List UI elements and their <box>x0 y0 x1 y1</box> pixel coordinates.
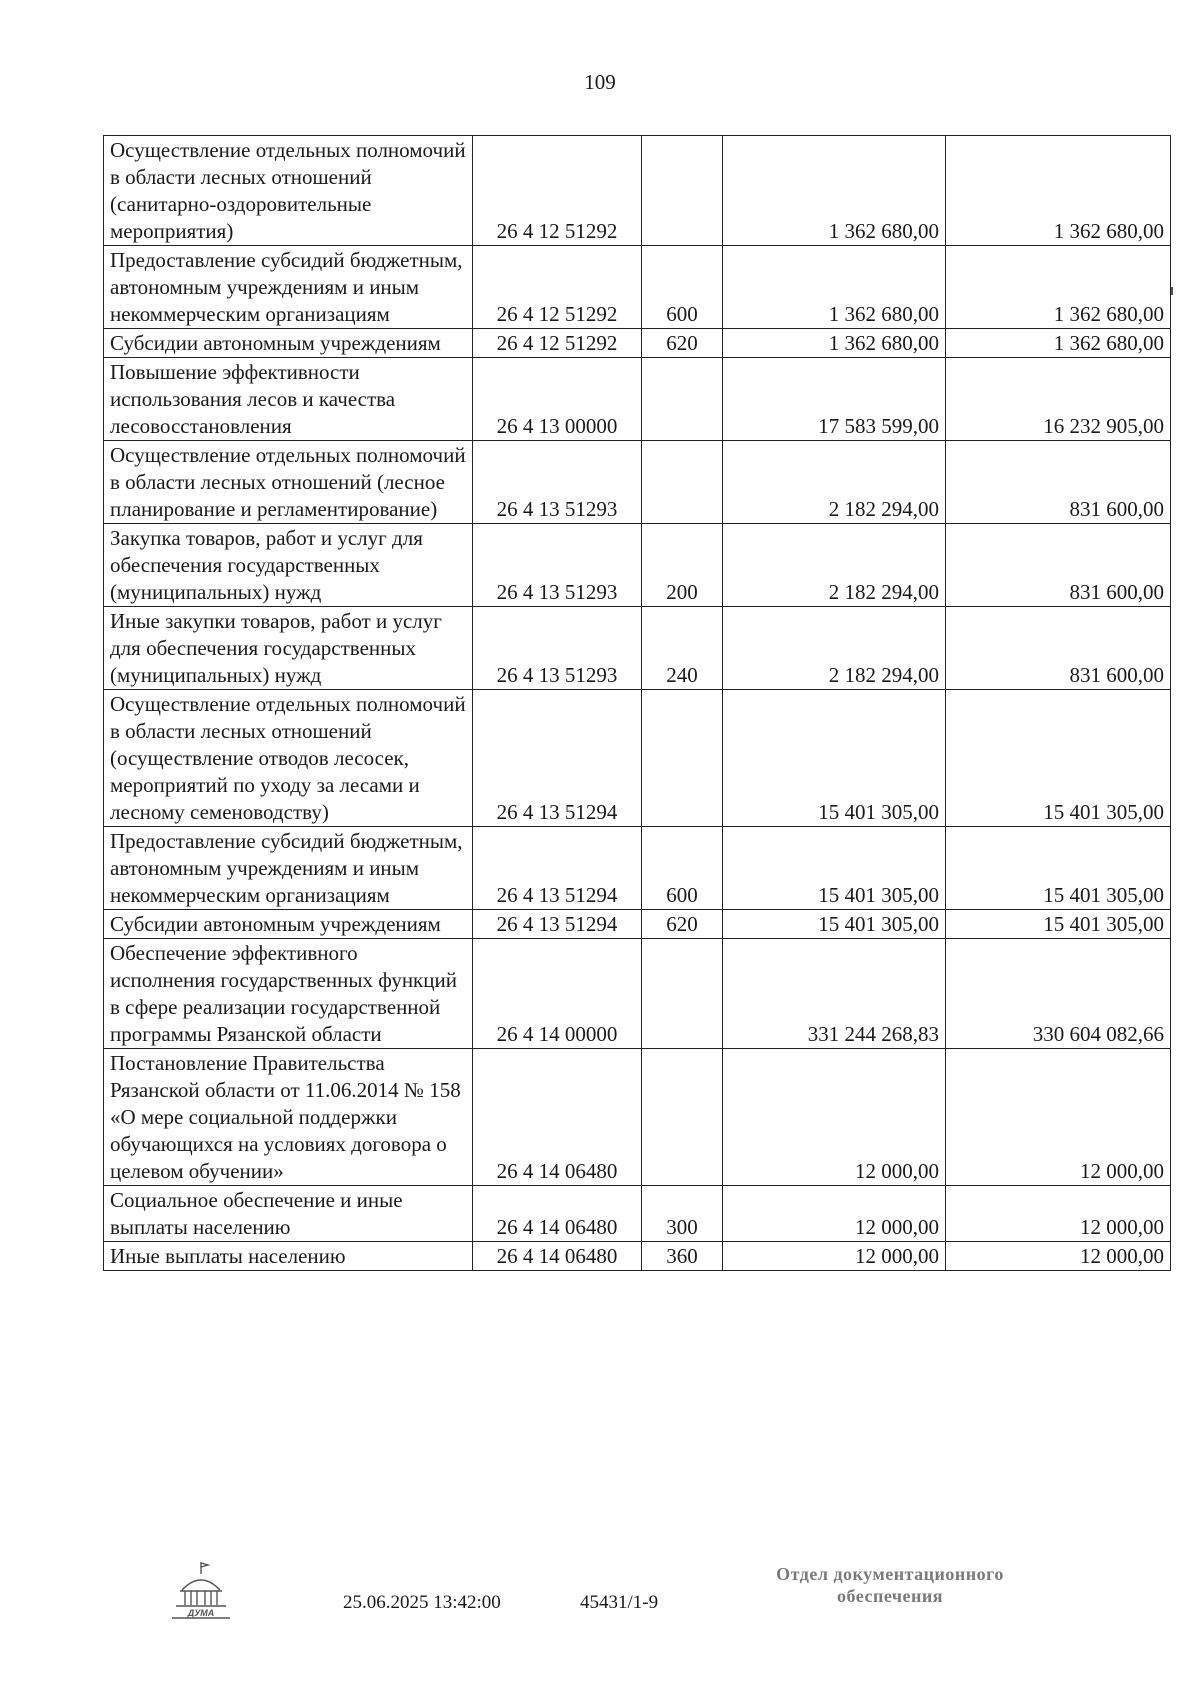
cell-expense-type: 600 <box>642 827 723 910</box>
cell-code: 26 4 14 06480 <box>473 1242 642 1271</box>
cell-value-2: 831 600,00 <box>946 441 1171 524</box>
cell-expense-type: 300 <box>642 1186 723 1242</box>
cell-code: 26 4 12 51292 <box>473 246 642 329</box>
cell-name: Социальное обеспечение и иные выплаты населению <box>104 1186 473 1242</box>
cell-name: Иные выплаты населению <box>104 1242 473 1271</box>
cell-name: Предоставление субсидий бюджетным, автономным учреждениям и иным некоммерческим организациям <box>104 246 473 329</box>
cell-value-2: 1 362 680,00 <box>946 136 1171 246</box>
cell-code: 26 4 12 51292 <box>473 136 642 246</box>
table-row <box>104 1186 1171 1242</box>
budget-table <box>103 135 1171 1271</box>
cell-expense-type: 620 <box>642 910 723 939</box>
cell-code: 26 4 14 06480 <box>473 1049 642 1186</box>
cell-code: 26 4 14 06480 <box>473 1186 642 1242</box>
cell-name: Осуществление отдельных полномочий в области лесных отношений (санитарно-оздоровительные мероприятия) <box>104 136 473 246</box>
table-row <box>104 441 1171 524</box>
cell-code: 26 4 13 51293 <box>473 607 642 690</box>
cell-name: Предоставление субсидий бюджетным, автономным учреждениям и иным некоммерческим организациям <box>104 827 473 910</box>
cell-expense-type <box>642 441 723 524</box>
cell-code: 26 4 13 51294 <box>473 910 642 939</box>
cell-name: Осуществление отдельных полномочий в области лесных отношений (лесное планирование и регламентирование) <box>104 441 473 524</box>
table-row <box>104 136 1171 246</box>
cell-name: Закупка товаров, работ и услуг для обеспечения государственных (муниципальных) нужд <box>104 524 473 607</box>
cell-value-2: 1 362 680,00 <box>946 329 1171 358</box>
table-row <box>104 607 1171 690</box>
cell-code: 26 4 13 00000 <box>473 358 642 441</box>
cell-expense-type: 360 <box>642 1242 723 1271</box>
cell-value-1: 17 583 599,00 <box>723 358 946 441</box>
cell-value-1: 2 182 294,00 <box>723 441 946 524</box>
cell-value-2: 16 232 905,00 <box>946 358 1171 441</box>
cell-value-2: 330 604 082,66 <box>946 939 1171 1049</box>
cell-value-2: 15 401 305,00 <box>946 690 1171 827</box>
cell-value-1: 15 401 305,00 <box>723 690 946 827</box>
cell-code: 26 4 13 51293 <box>473 524 642 607</box>
cell-name: Субсидии автономным учреждениям <box>104 329 473 358</box>
cell-expense-type: 600 <box>642 246 723 329</box>
cell-value-2: 15 401 305,00 <box>946 827 1171 910</box>
stamp-line-1: Отдел документационного <box>776 1564 1004 1584</box>
table-row <box>104 690 1171 827</box>
cell-name: Повышение эффективности использования лесов и качества лесовосстановления <box>104 358 473 441</box>
cell-value-1: 15 401 305,00 <box>723 910 946 939</box>
cell-value-1: 12 000,00 <box>723 1049 946 1186</box>
cell-expense-type <box>642 358 723 441</box>
footer-doc-number: 45431/1-9 <box>580 1592 659 1613</box>
cell-value-2: 831 600,00 <box>946 524 1171 607</box>
table-row <box>104 827 1171 910</box>
cell-expense-type <box>642 690 723 827</box>
footer-datetime: 25.06.2025 13:42:00 <box>343 1592 501 1613</box>
cell-value-1: 12 000,00 <box>723 1242 946 1271</box>
cell-expense-type <box>642 1049 723 1186</box>
table-row <box>104 358 1171 441</box>
cell-value-2: 1 362 680,00 <box>946 246 1171 329</box>
cell-value-1: 15 401 305,00 <box>723 827 946 910</box>
cell-value-2: 15 401 305,00 <box>946 910 1171 939</box>
svg-text:ДУМА: ДУМА <box>187 1608 215 1618</box>
cell-code: 26 4 13 51294 <box>473 690 642 827</box>
table-row <box>104 1049 1171 1186</box>
duma-building-icon <box>168 1560 234 1622</box>
cell-value-1: 1 362 680,00 <box>723 329 946 358</box>
page-number: 109 <box>584 70 616 94</box>
table-row <box>104 329 1171 358</box>
table-row <box>104 524 1171 607</box>
table-row <box>104 246 1171 329</box>
cell-value-1: 12 000,00 <box>723 1186 946 1242</box>
cell-value-2: 12 000,00 <box>946 1186 1171 1242</box>
cell-name: Обеспечение эффективного исполнения государственных функций в сфере реализации государственной программы Рязанской области <box>104 939 473 1049</box>
cell-expense-type: 620 <box>642 329 723 358</box>
cell-value-1: 2 182 294,00 <box>723 607 946 690</box>
cell-code: 26 4 13 51293 <box>473 441 642 524</box>
cell-expense-type <box>642 939 723 1049</box>
table-row <box>104 1242 1171 1271</box>
cell-code: 26 4 13 51294 <box>473 827 642 910</box>
table-row <box>104 910 1171 939</box>
cell-value-2: 831 600,00 <box>946 607 1171 690</box>
cell-name: Иные закупки товаров, работ и услуг для обеспечения государственных (муниципальных) нужд <box>104 607 473 690</box>
cell-value-1: 1 362 680,00 <box>723 246 946 329</box>
cell-name: Субсидии автономным учреждениям <box>104 910 473 939</box>
budget-table-body <box>104 136 1171 1271</box>
table-row <box>104 939 1171 1049</box>
cell-name: Осуществление отдельных полномочий в области лесных отношений (осуществление отводов лесосек, мероприятий по уходу за лесами и лесному семеноводству) <box>104 690 473 827</box>
cell-expense-type <box>642 136 723 246</box>
department-stamp <box>745 1563 1035 1607</box>
cell-expense-type: 200 <box>642 524 723 607</box>
cell-value-2: 12 000,00 <box>946 1242 1171 1271</box>
cell-value-2: 12 000,00 <box>946 1049 1171 1186</box>
cell-value-1: 1 362 680,00 <box>723 136 946 246</box>
cell-value-1: 331 244 268,83 <box>723 939 946 1049</box>
cell-code: 26 4 14 00000 <box>473 939 642 1049</box>
cell-expense-type: 240 <box>642 607 723 690</box>
cell-name: Постановление Правительства Рязанской области от 11.06.2014 № 158 «О мере социальной поддержки обучающихся на условиях договора о целевом обучении» <box>104 1049 473 1186</box>
cell-value-1: 2 182 294,00 <box>723 524 946 607</box>
cell-code: 26 4 12 51292 <box>473 329 642 358</box>
stamp-line-2: обеспечения <box>837 1586 943 1606</box>
